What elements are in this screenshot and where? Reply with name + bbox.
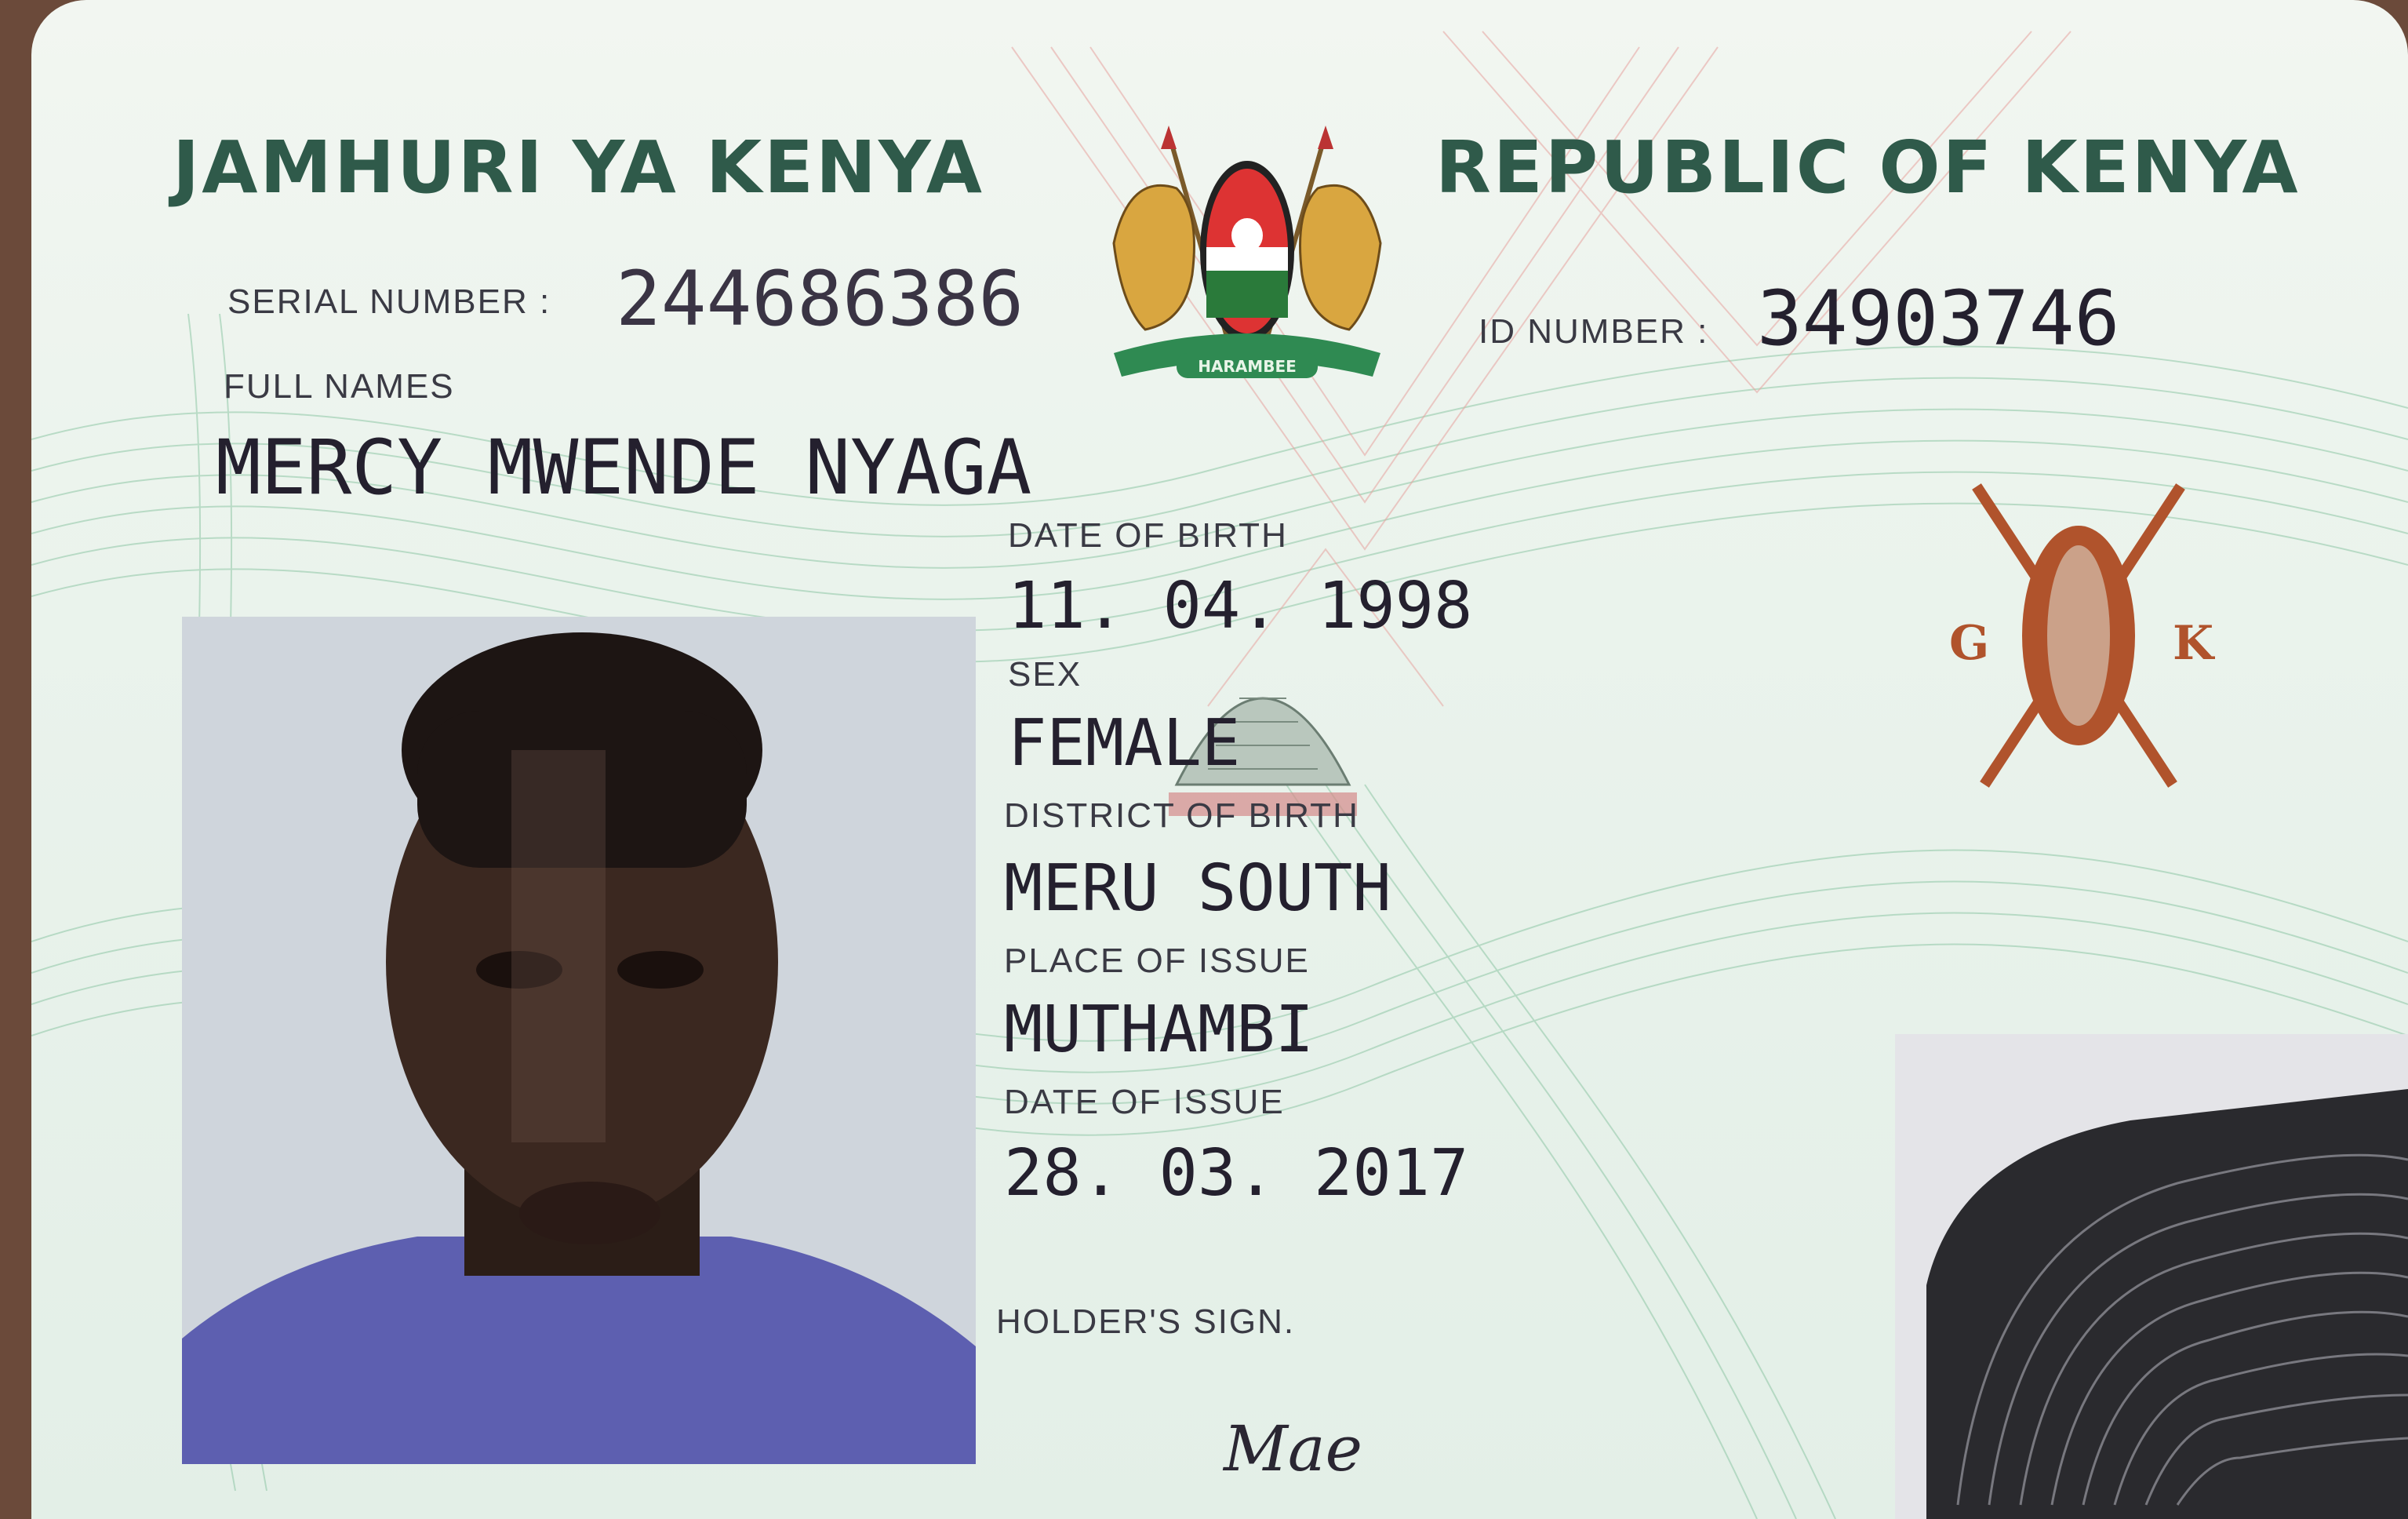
fingerprint-icon [1895, 1034, 2408, 1519]
date-of-issue-label: DATE OF ISSUE [1004, 1083, 1285, 1121]
coat-motto: HARAMBEE [1198, 357, 1297, 376]
sex-label: SEX [1008, 655, 1082, 694]
holders-sign-label: HOLDER'S SIGN. [996, 1302, 1296, 1341]
place-of-issue-value: MUTHAMBI [1004, 993, 1314, 1067]
holder-photo [182, 617, 976, 1464]
gk-letter-k: K [2173, 616, 2214, 671]
header-left: JAMHURI YA KENYA [173, 126, 984, 209]
full-names-label: FULL NAMES [224, 367, 455, 406]
district-value: MERU SOUTH [1004, 851, 1391, 926]
holder-signature: Mae [1224, 1412, 1362, 1485]
dob-label: DATE OF BIRTH [1008, 516, 1288, 555]
serial-number-value: 244686386 [616, 255, 1024, 343]
gk-letter-g: G [1949, 616, 1990, 671]
full-names-value: MERCY MWENDE NYAGA [216, 424, 1032, 512]
fingerprint [1895, 1034, 2408, 1519]
portrait-image [182, 617, 976, 1464]
gk-seal-icon [1914, 471, 2243, 800]
id-card [31, 0, 2408, 1519]
place-of-issue-label: PLACE OF ISSUE [1004, 942, 1310, 980]
date-of-issue-value: 28. 03. 2017 [1004, 1136, 1469, 1211]
coat-of-arms-icon [1082, 118, 1412, 392]
sex-value: FEMALE [1008, 706, 1241, 781]
district-label: DISTRICT OF BIRTH [1004, 796, 1359, 835]
id-number-value: 34903746 [1757, 275, 2120, 362]
serial-number-label: SERIAL NUMBER : [227, 282, 551, 321]
header-right: REPUBLIC OF KENYA [1435, 126, 2301, 209]
dob-value: 11. 04. 1998 [1008, 569, 1473, 643]
id-number-label: ID NUMBER : [1479, 312, 1709, 351]
